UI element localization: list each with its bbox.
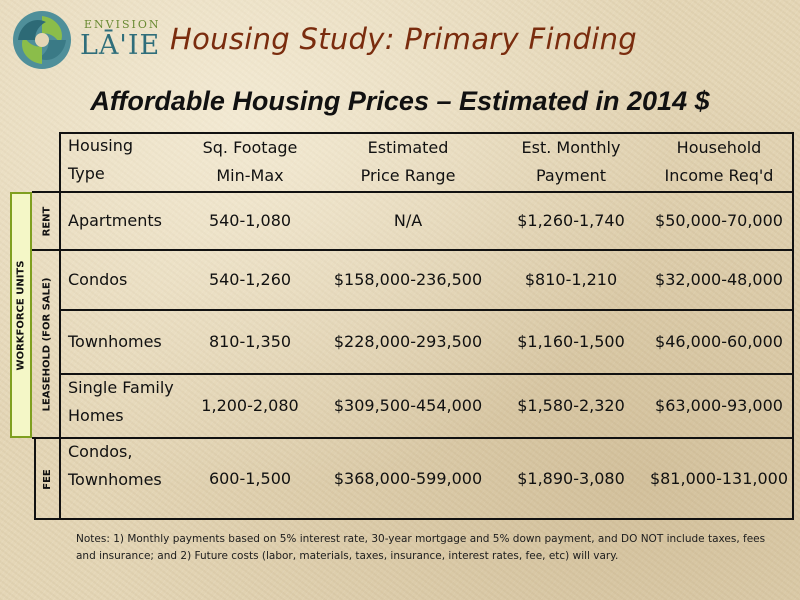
column-header-housing-type: Housing Type [68,136,134,183]
column-header-income-required: Household Income Req'd [664,138,774,185]
group-column-rule [34,437,36,520]
row-fee-condos-townhomes-type: Condos, Townhomes [68,442,162,489]
column-header-price-range: Estimated Price Range [360,138,456,185]
group-label-rent: RENT [41,206,53,236]
row-single-family-type: Single Family Homes [68,378,174,425]
table-border-right [792,132,794,520]
row-apartments-type: Apartments [68,211,162,230]
row-fee-payment: $1,890-3,080 [517,469,625,488]
group-label-fee: FEE [41,468,53,490]
page-title: Housing Study: Primary Finding [170,22,637,56]
table-notes: Notes: 1) Monthly payments based on 5% interest rate, 30-year mortgage and 5% down payment, and DO NOT include taxes, fees and insurance; and 2) Future costs (labor, materials, taxes, insurance, interest rates, fee, etc) will vary. [76,533,766,562]
swirl-logo-icon [10,8,74,72]
row-condos-type: Condos [68,270,128,289]
row-single-family-price: $309,500-454,000 [333,396,483,415]
row-apartments-payment: $1,260-1,740 [517,211,625,230]
row-apartments-income: $50,000-70,000 [655,211,783,230]
group-label-workforce: WORKFORCE UNITS [15,260,27,370]
column-header-sq-footage: Sq. Footage Min-Max [202,138,298,185]
row-townhomes-payment: $1,160-1,500 [517,332,625,351]
brand-tagline: ENVISION [84,18,161,31]
row-fee-sqft: 600-1,500 [208,469,292,488]
row-single-family-sqft: 1,200-2,080 [201,396,299,415]
row-apartments-sqft: 540-1,080 [208,211,292,230]
row-townhomes-sqft: 810-1,350 [208,332,292,351]
row-condos-payment: $810-1,210 [524,270,618,289]
row-townhomes-price: $228,000-293,500 [333,332,483,351]
row-townhomes-income: $46,000-60,000 [655,332,783,351]
group-label-leasehold: LEASEHOLD (FOR SALE) [41,277,53,411]
row-apartments-price: N/A [393,211,423,230]
envision-laie-logo [10,6,170,72]
table-title: Affordable Housing Prices – Estimated in 2014 $ [90,86,710,116]
row-single-family-income: $63,000-93,000 [655,396,783,415]
row-condos-price: $158,000-236,500 [333,270,483,289]
row-fee-price: $368,000-599,000 [333,469,483,488]
row-condos-income: $32,000-48,000 [655,270,783,289]
row-condos-sqft: 540-1,260 [208,270,292,289]
housing-price-table [10,132,794,520]
row-single-family-payment: $1,580-2,320 [517,396,625,415]
column-header-monthly-payment: Est. Monthly Payment [521,138,621,185]
row-townhomes-type: Townhomes [68,332,162,351]
brand-name: LĀ'IE [80,30,161,61]
row-fee-income: $81,000-131,000 [649,469,789,488]
